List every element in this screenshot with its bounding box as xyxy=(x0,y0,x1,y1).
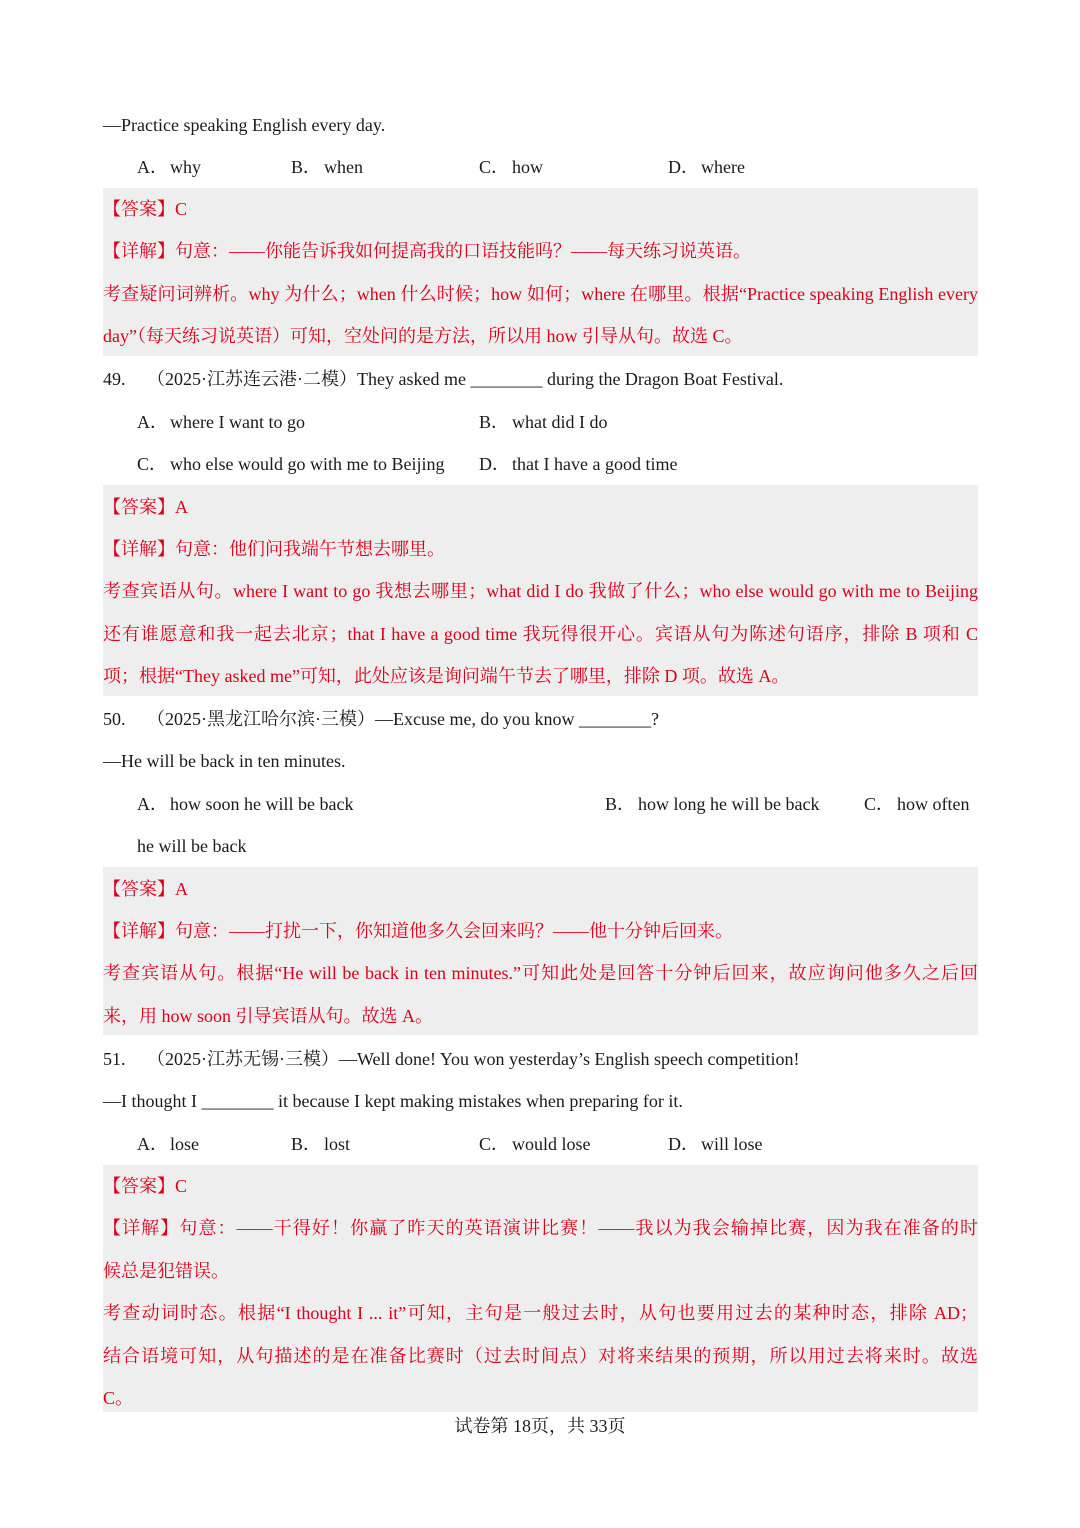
q50-answer: 【答案】A xyxy=(103,879,188,899)
q51-stem: 51. （2025·江苏无锡·三模）—Well done! You won yesterday’s English speech competition! xyxy=(103,1049,800,1069)
q51-option-a: A． lose xyxy=(137,1134,199,1154)
q49-stem: 49. （2025·江苏连云港·二模）They asked me ________ during the Dragon Boat Festival. xyxy=(103,369,784,389)
q49-option-d: D． that I have a good time xyxy=(479,454,678,474)
q48-option-c: C． how xyxy=(479,157,543,177)
q49-answer: 【答案】A xyxy=(103,497,188,517)
q51-option-c: C． would lose xyxy=(479,1134,591,1154)
q51-option-d: D． will lose xyxy=(668,1134,763,1154)
q48-detail: 【详解】句意：——你能告诉我如何提高我的口语技能吗？——每天练习说英语。 xyxy=(103,241,751,261)
q49-answer-block xyxy=(103,485,978,696)
q48-analysis-1: 考查疑问词辨析。why 为什么；when 什么时候；how 如何；where 在哪里。根据“Practice speaking English every xyxy=(103,284,978,304)
q50-option-c-continued: he will be back xyxy=(137,836,247,856)
q51-analysis-2: 结合语境可知，从句描述的是在准备比赛时（过去时间点）对将来结果的预期，所以用过去将来时。故选 xyxy=(103,1346,978,1366)
page-footer: 试卷第 18页，共 33页 xyxy=(454,1416,626,1436)
q49-analysis-3: 项；根据“They asked me”可知，此处应该是询问端午节去了哪里，排除 D 项。故选 A。 xyxy=(103,666,790,686)
q51-option-b: B． lost xyxy=(291,1134,351,1154)
q48-option-a: A． why xyxy=(137,157,201,177)
q49-detail: 【详解】句意：他们问我端午节想去哪里。 xyxy=(103,539,445,559)
q50-option-c: C． how often xyxy=(864,794,970,814)
q51-analysis-3: C。 xyxy=(103,1388,134,1408)
q51-analysis-1: 考查动词时态。根据“I thought I ... it”可知，主句是一般过去时，从句也要用过去的某种时态，排除 AD； xyxy=(103,1303,978,1323)
q48-option-d: D． where xyxy=(668,157,745,177)
q48-answer-block xyxy=(103,188,978,356)
q51-answer: 【答案】C xyxy=(103,1176,188,1196)
q50-answer-block xyxy=(103,867,978,1035)
q51-answer-block xyxy=(103,1165,978,1412)
q51-detail-2: 候总是犯错误。 xyxy=(103,1261,229,1281)
q50-option-b: B． how long he will be back xyxy=(605,794,820,814)
q48-answer: 【答案】C xyxy=(103,199,188,219)
q48-option-b: B． when xyxy=(291,157,363,177)
q50-detail: 【详解】句意：——打扰一下，你知道他多久会回来吗？——他十分钟后回来。 xyxy=(103,921,733,941)
q49-option-c: C． who else would go with me to Beijing xyxy=(137,454,445,474)
q48-analysis-2: day”（每天练习说英语）可知，空处问的是方法，所以用 how 引导从句。故选 C。 xyxy=(103,326,743,346)
q49-option-a: A． where I want to go xyxy=(137,412,305,432)
q50-analysis-1: 考查宾语从句。根据“He will be back in ten minutes.”可知此处是回答十分钟后回来，故应询问他多久之后回 xyxy=(103,963,978,983)
q49-option-b: B． what did I do xyxy=(479,412,608,432)
q49-analysis-2: 还有谁愿意和我一起去北京；that I have a good time 我玩得很开心。宾语从句为陈述句语序，排除 B 项和 C xyxy=(103,624,978,644)
q50-stem: 50. （2025·黑龙江哈尔滨·三模）—Excuse me, do you know ________? xyxy=(103,709,659,729)
q50-analysis-2: 来，用 how soon 引导宾语从句。故选 A。 xyxy=(103,1006,434,1026)
q51-detail-1: 【详解】句意：——干得好！你赢了昨天的英语演讲比赛！——我以为我会输掉比赛，因为我在准备的时 xyxy=(103,1218,978,1238)
q50-response: —He will be back in ten minutes. xyxy=(103,751,346,771)
q49-analysis-1: 考查宾语从句。where I want to go 我想去哪里；what did I do 我做了什么；who else would go with me to Beijing xyxy=(103,581,978,601)
q50-option-a: A． how soon he will be back xyxy=(137,794,354,814)
q51-response: —I thought I ________ it because I kept making mistakes when preparing for it. xyxy=(103,1091,683,1111)
q48-response: —Practice speaking English every day. xyxy=(103,115,386,135)
